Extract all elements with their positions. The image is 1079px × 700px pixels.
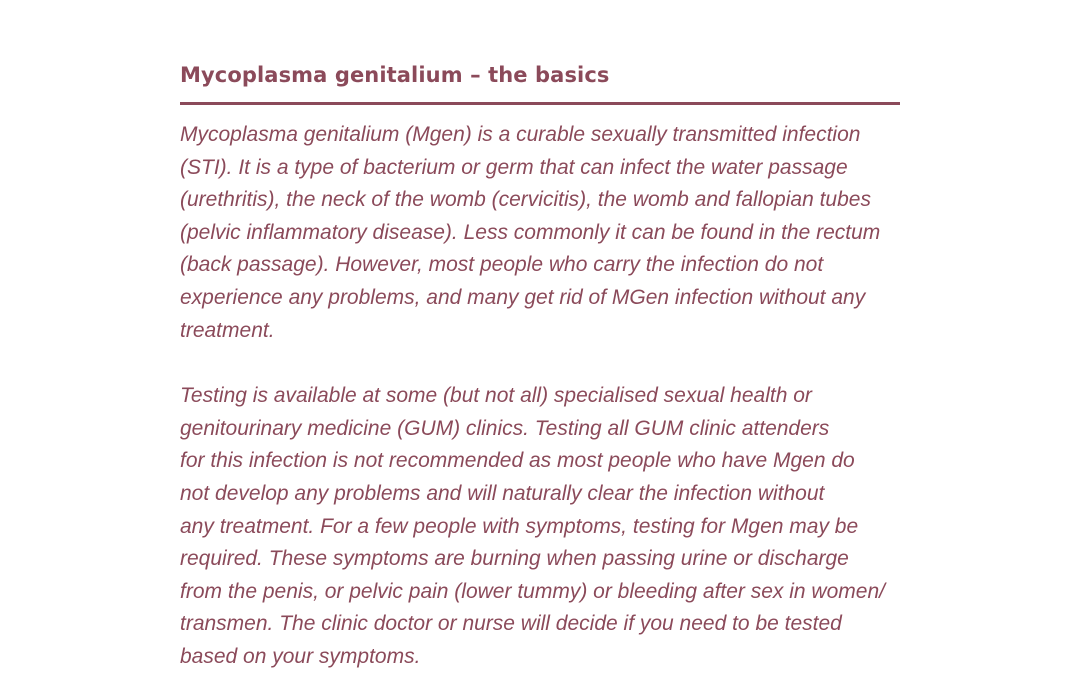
paragraph-line: experience any problems, and many get rid of MGen infection without any — [180, 285, 866, 309]
paragraph-line: transmen. The clinic doctor or nurse will decide if you need to be tested — [180, 612, 842, 636]
heading-underline — [180, 102, 900, 105]
paragraph-line: (back passage). However, most people who carry the infection do not — [180, 253, 824, 277]
paragraph-line: (pelvic inflammatory disease). Less commonly it can be found in the rectum — [180, 220, 881, 244]
paragraph-line: (urethritis), the neck of the womb (cervicitis), the womb and fallopian tubes — [180, 188, 871, 212]
paragraph-line: any treatment. For a few people with symptoms, testing for Mgen may be — [180, 514, 859, 538]
paragraph-line: Mycoplasma genitalium (Mgen) is a curable sexually transmitted infection — [180, 123, 861, 146]
paragraph-line: Testing is available at some (but not all) specialised sexual health or — [180, 384, 812, 408]
paragraph-line: treatment. — [180, 318, 275, 342]
paragraph-line: not develop any problems and will naturally clear the infection without — [180, 481, 825, 505]
paragraph-line: for this infection is not recommended as most people who have Mgen do — [180, 449, 855, 473]
paragraph-line: required. These symptoms are burning when passing urine or discharge — [180, 547, 849, 571]
section-heading: Mycoplasma genitalium – the basics — [180, 63, 610, 87]
paragraph-line: (STI). It is a type of bacterium or germ that can infect the water passage — [180, 155, 848, 179]
paragraph-testing — [180, 380, 920, 673]
paragraph-line: based on your symptoms. — [180, 644, 421, 668]
paragraph-spacer — [180, 347, 920, 380]
paragraph-line: from the penis, or pelvic pain (lower tummy) or bleeding after sex in women/ — [180, 579, 885, 603]
paragraph-line: genitourinary medicine (GUM) clinics. Testing all GUM clinic attenders — [180, 416, 830, 440]
paragraph-intro — [180, 119, 920, 347]
document-page — [180, 60, 920, 674]
